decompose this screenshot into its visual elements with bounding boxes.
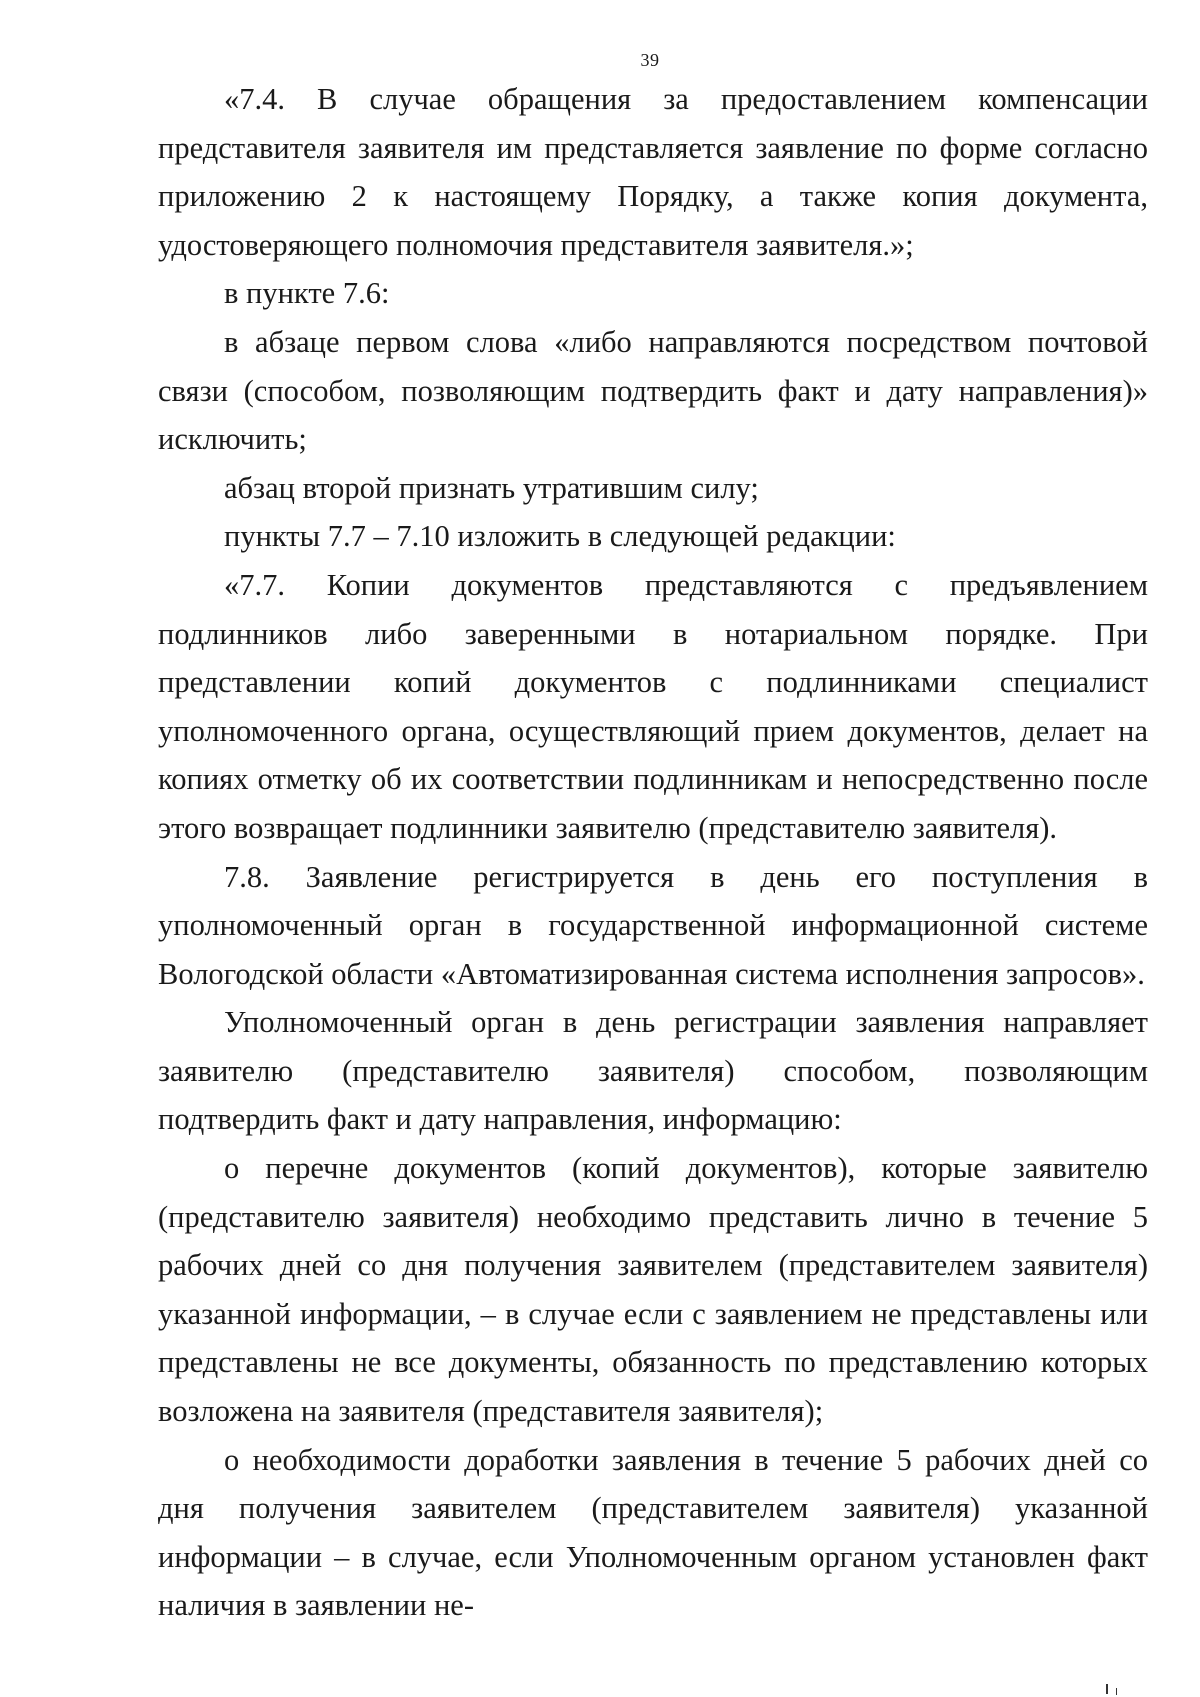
paragraph-revision: о необходимости доработки заявления в течение 5 рабочих дней со дня получения заявителем (представителем заявителя) указанной информации – в случае, если Уполномоченным органом установлен факт наличия в заявлении не- [158,1442,1148,1623]
page-number: 39 [640,50,660,70]
paragraph-first-abzac: в абзаце первом слова «либо направляются посредством почтовой связи (способом, позволяющим подтвердить факт и дату направления)» исключить; [158,324,1148,457]
paragraph-points-7-7-7-10: пункты 7.7 – 7.10 изложить в следующей редакции: [224,519,896,554]
scan-mark [1116,1688,1117,1695]
scan-mark [1106,1684,1108,1694]
paragraph-second-abzac: абзац второй признать утратившим силу; [224,470,759,505]
paragraph-7-4: «7.4. В случае обращения за предоставлением компенсации представителя заявителя им представляется заявление по форме согласно приложению 2 к настоящему Порядку, а также копия документа, удостоверяющего полномочия представителя заявителя.»; [158,82,1148,262]
paragraph-document-list: о перечне документов (копий документов), которые заявителю (представителю заявителя) необходимо представить лично в течение 5 рабочих дней со дня получения заявителем (представителем заявителя) указанной информации, – в случае если с заявлением не представлены или представлены не все документы, обязанность по представлению которых возложена на заявителя (представителя заявителя); [158,1151,1148,1429]
paragraph-point-7-6: в пункте 7.6: [224,276,390,311]
paragraph-7-7: «7.7. Копии документов представляются с предъявлением подлинников либо заверенными в нотариальном порядке. При представлении копий документов с подлинниками специалист уполномоченного органа, осуществляющий прием документов, делает на копиях отметку об их соответствии подлинникам и непосредственно после этого возвращает подлинники заявителю (представителю заявителя). [158,567,1148,845]
paragraph-registration-info: Уполномоченный орган в день регистрации заявления направляет заявителю (представителю заявителя) способом, позволяющим подтвердить факт и дату направления, информацию: [158,1005,1148,1137]
document-body [158,75,1148,1630]
paragraph-7-8: 7.8. Заявление регистрируется в день его поступления в уполномоченный орган в государственной информационной системе Вологодской области «Автоматизированная система исполнения запросов». [158,859,1148,991]
